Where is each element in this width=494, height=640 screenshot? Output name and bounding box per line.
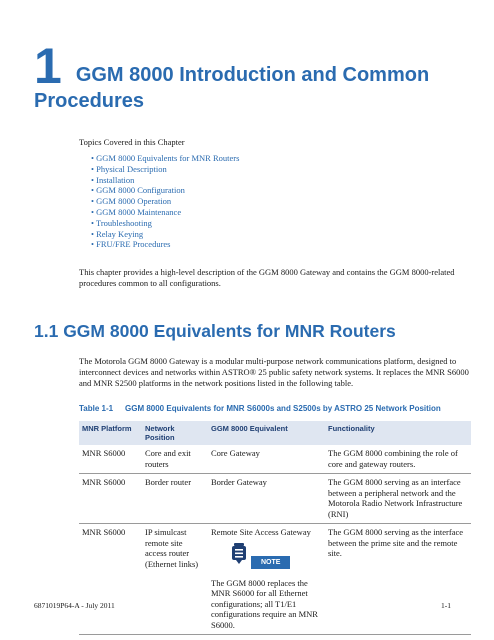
table-cell: Border router — [142, 474, 208, 524]
table-cell: MNR S6000 — [79, 474, 142, 524]
table-header-cell: GGM 8000 Equivalent — [208, 421, 325, 445]
table-row — [79, 474, 471, 524]
topic-link[interactable]: • Troubleshooting — [91, 218, 239, 229]
table-cell: Core Gateway — [208, 445, 325, 474]
footer-page-number: 1-1 — [441, 601, 451, 610]
topic-link[interactable]: • Installation — [91, 175, 239, 186]
table-cell: Core and exit routers — [142, 445, 208, 474]
note-icon — [231, 542, 247, 564]
chapter-heading — [34, 38, 464, 112]
chapter-number: 1 — [34, 38, 62, 94]
table-caption-text: GGM 8000 Equivalents for MNR S6000s and S2500s by ASTRO 25 Network Position — [125, 404, 441, 413]
table-cell-text: Remote Site Access Gateway — [211, 527, 311, 537]
equivalents-table — [79, 421, 471, 635]
chapter-title-line2: Procedures — [34, 90, 145, 112]
topic-link[interactable]: • GGM 8000 Operation — [91, 196, 239, 207]
table-cell: The GGM 8000 combining the role of core and gateway routers. — [325, 445, 471, 474]
intro-paragraph: This chapter provides a high-level description of the GGM 8000 Gateway and contains the GGM 8000-related procedures common to all configurations. — [79, 267, 455, 288]
table-cell: MNR S6000 — [79, 445, 142, 474]
table-row — [79, 445, 471, 474]
table-cell: The GGM 8000 serving as an interface between a peripheral network and the Motorola Radio Network Infrastructure (RNI) — [325, 474, 471, 524]
topic-link[interactable]: • Relay Keying — [91, 229, 239, 240]
table-cell: The GGM 8000 serving as the interface between the prime site and the remote site. — [325, 524, 471, 635]
table-cell: IP simulcast remote site access router (Ethernet links) — [142, 524, 208, 635]
topic-link[interactable]: • Physical Description — [91, 164, 239, 175]
topics-list — [91, 153, 239, 250]
note-callout — [211, 542, 322, 576]
topic-link[interactable]: • GGM 8000 Equivalents for MNR Routers — [91, 153, 239, 164]
table-header-cell: Network Position — [142, 421, 208, 445]
section-heading: 1.1 GGM 8000 Equivalents for MNR Routers — [34, 321, 396, 341]
table-caption — [79, 404, 441, 413]
note-label: NOTE — [251, 556, 290, 569]
chapter-title-line1: GGM 8000 Introduction and Common — [75, 64, 430, 86]
table-caption-number: Table 1-1 — [79, 404, 114, 413]
table-header-row — [79, 421, 471, 445]
table-cell: Border Gateway — [208, 474, 325, 524]
topic-link[interactable]: • GGM 8000 Maintenance — [91, 207, 239, 218]
table-cell-with-note — [208, 524, 325, 635]
table-header-cell: MNR Platform — [79, 421, 142, 445]
topics-label: Topics Covered in this Chapter — [79, 137, 185, 147]
footer-document-id: 6871019P64-A - July 2011 — [34, 601, 115, 610]
topic-link[interactable]: • GGM 8000 Configuration — [91, 185, 239, 196]
table-row — [79, 524, 471, 635]
note-text: The GGM 8000 replaces the MNR S6000 for all Ethernet configurations; all T1/E1 configurations require an MNR S6000. — [211, 577, 318, 630]
topic-link[interactable]: • FRU/FRE Procedures — [91, 239, 239, 250]
table-cell: MNR S6000 — [79, 524, 142, 635]
section-paragraph: The Motorola GGM 8000 Gateway is a modular multi-purpose network communications platform, designed to interconnect devices and networks within ASTRO® 25 public safety network systems. It replaces the MNR S6000 and MNR S2500 platforms in the network positions listed in the following table. — [79, 356, 469, 388]
table-header-cell: Functionality — [325, 421, 471, 445]
